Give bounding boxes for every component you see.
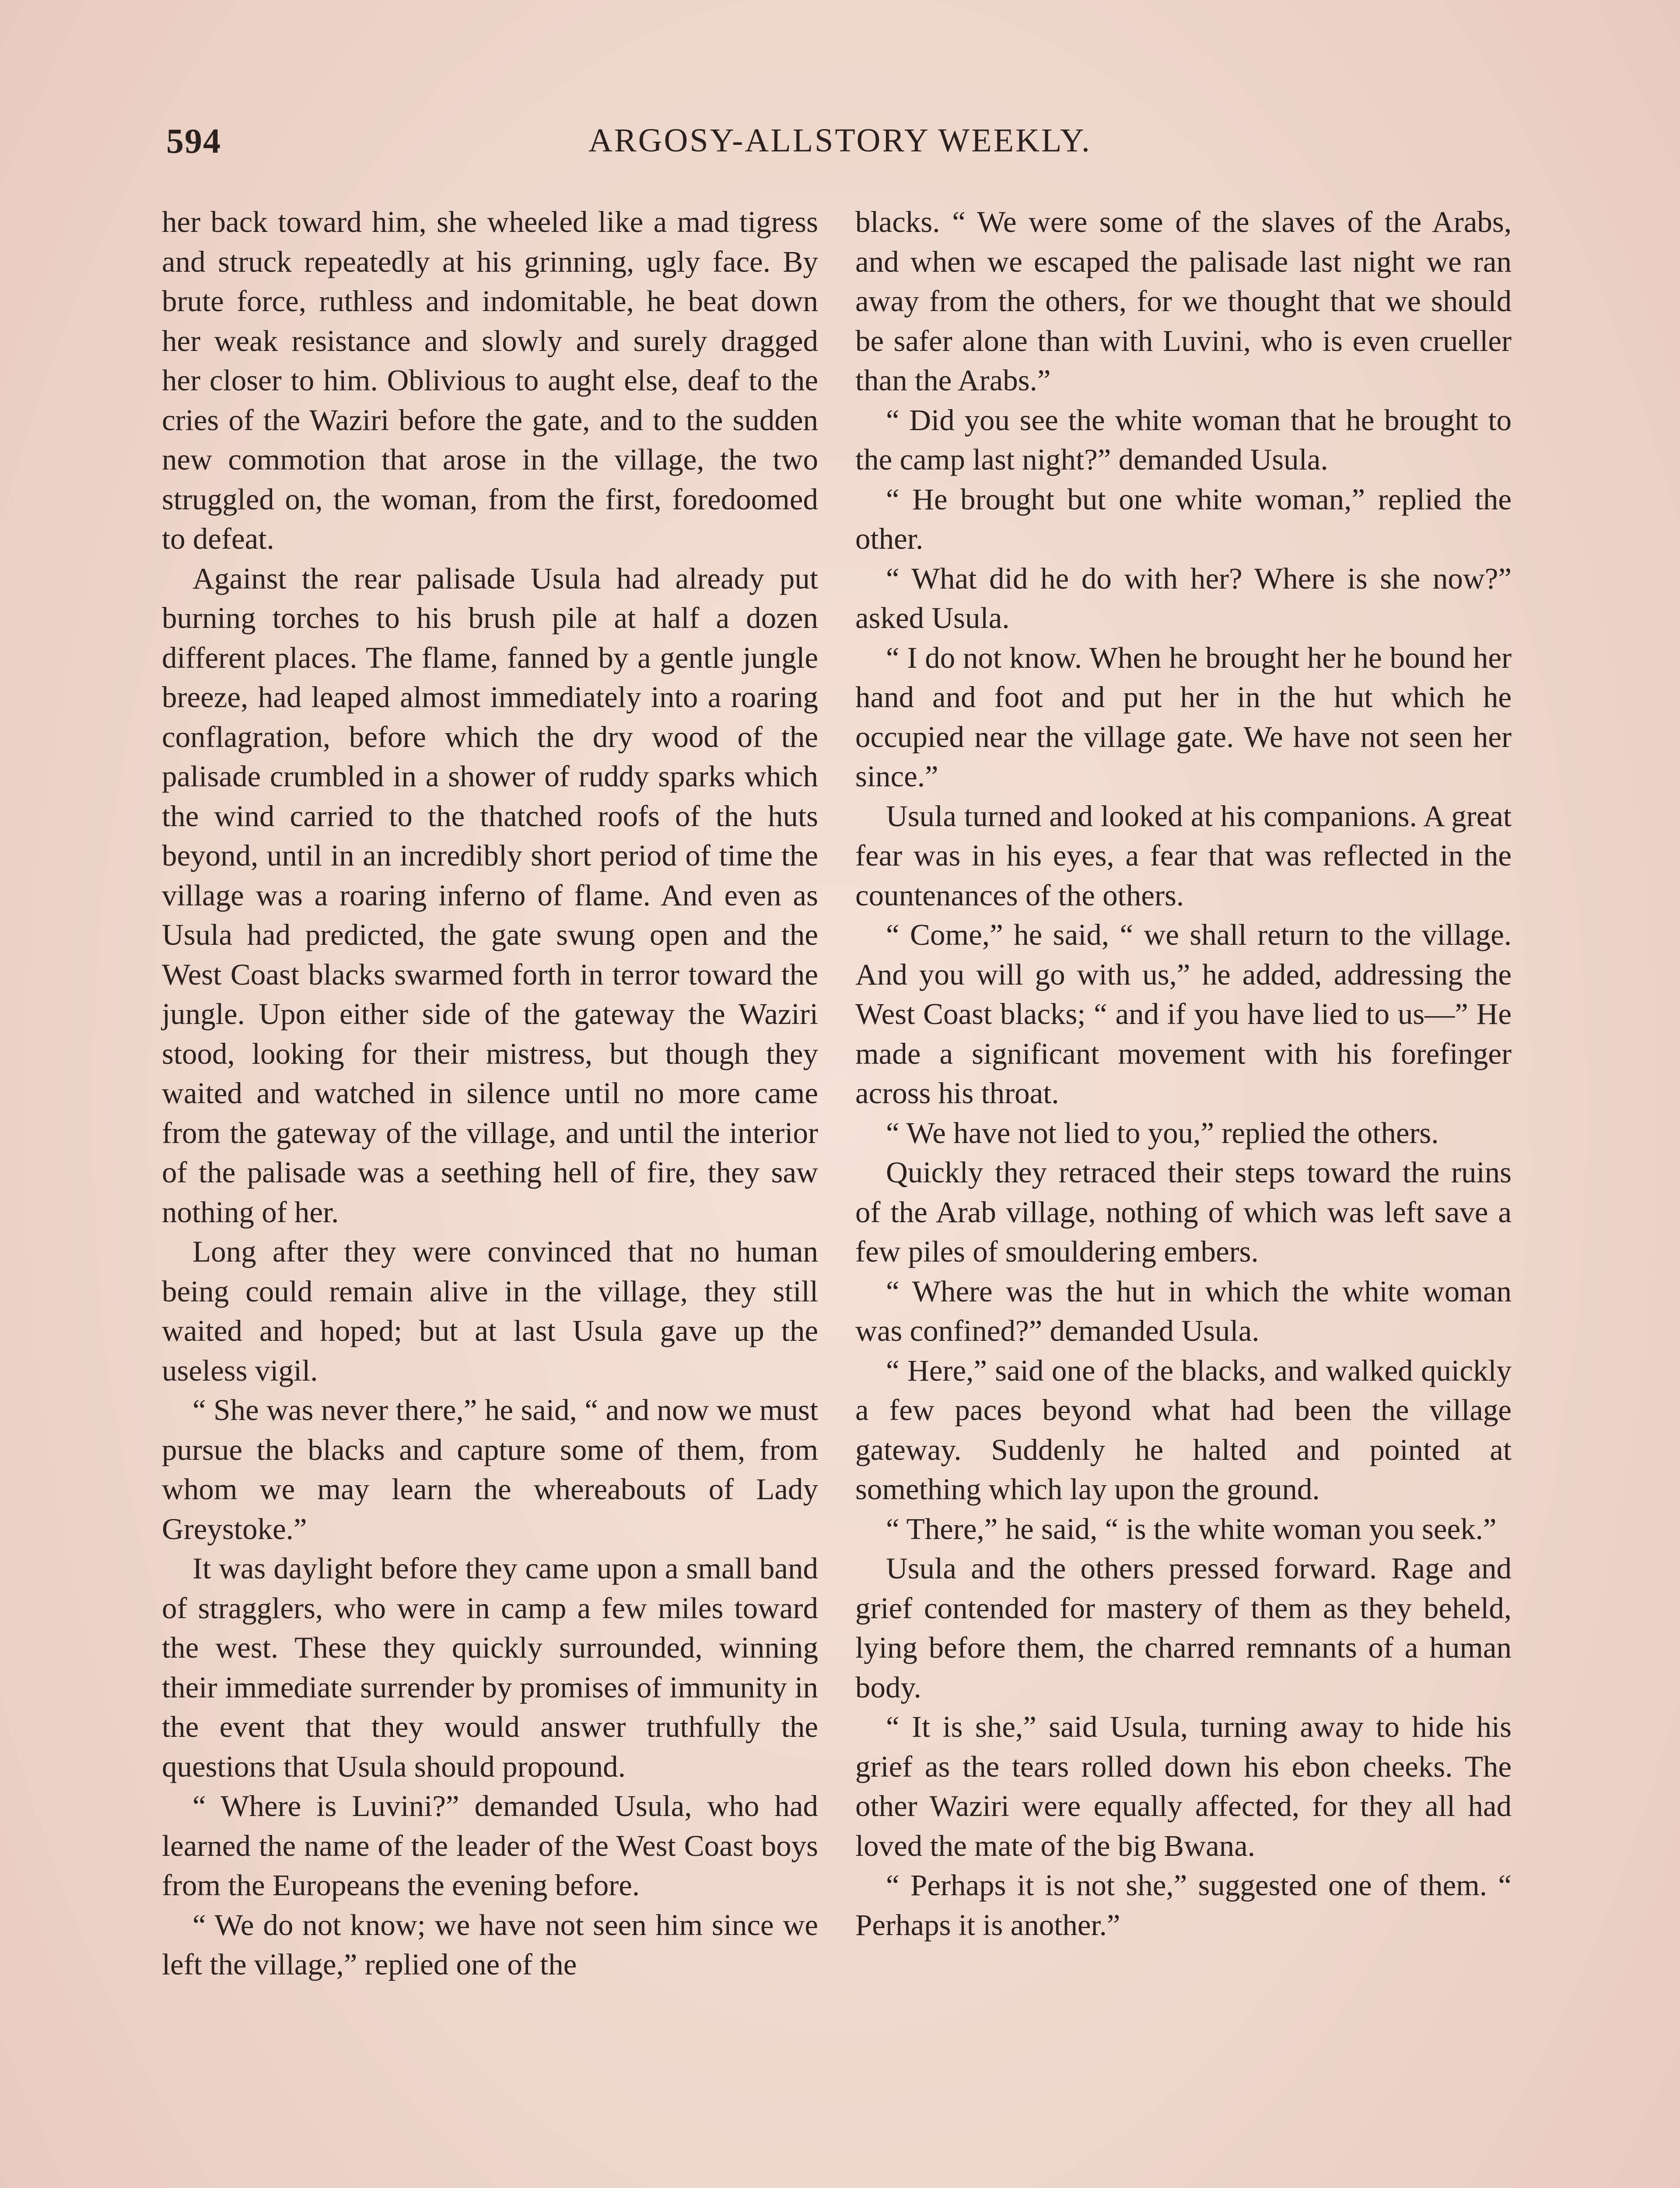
paragraph: “ It is she,” said Usula, turning away to hide his grief as the tears rolled down his ebon cheeks. The other Waziri were equally affected, for they all had loved the mate of the big Bwana. <box>855 1710 1512 1862</box>
paragraph: “ He brought but one white woman,” replied the other. <box>855 482 1512 555</box>
paragraph: It was daylight before they came upon a small band of stragglers, who were in camp a few miles toward the west. These they quickly surrounded, winning their immediate surrender by promises of immunity in the event that they would answer truthfully the questions that Usula should propound. <box>162 1552 818 1783</box>
paragraph: “ Perhaps it is not she,” suggested one of them. “ Perhaps it is another.” <box>855 1869 1512 1942</box>
paragraph: “ I do not know. When he brought her he bound her hand and foot and put her in the hut which he occupied near the village gate. We have not seen her since.” <box>855 641 1512 793</box>
paragraph: blacks. “ We were some of the slaves of the Arabs, and when we escaped the palisade last night we ran away from the others, for we thought that we should be safer alone than with Luvini, who is even crueller than the Arabs.” <box>855 205 1512 397</box>
paragraph: “ We have not lied to you,” replied the others. <box>886 1116 1439 1150</box>
paragraph: Usula and the others pressed forward. Rage and grief contended for mastery of them as they beheld, lying before them, the charred remnants of a human body. <box>855 1552 1512 1704</box>
left-column <box>162 202 818 1985</box>
page-number: 594 <box>166 122 221 161</box>
running-title: ARGOSY-ALLSTORY WEEKLY. <box>588 122 1092 159</box>
paragraph: “ Where was the hut in which the white woman was confined?” demanded Usula. <box>855 1274 1512 1347</box>
paragraph: “ She was never there,” he said, “ and now we must pursue the blacks and capture some of them, from whom we may learn the whereabouts of Lady Greystoke.” <box>162 1393 818 1546</box>
page-header <box>166 122 1514 174</box>
paragraph: “ There,” he said, “ is the white woman you seek.” <box>886 1512 1497 1546</box>
paragraph: Usula turned and looked at his companions. A great fear was in his eyes, a fear that was reflected in the countenances of the others. <box>855 799 1512 912</box>
right-column <box>855 202 1512 1945</box>
paragraph: “ We do not know; we have not seen him since we left the village,” replied one of the <box>162 1908 818 1981</box>
paragraph: Quickly they retraced their steps toward the ruins of the Arab village, nothing of which was left save a few piles of smouldering embers. <box>855 1156 1512 1268</box>
paragraph: “ Did you see the white woman that he brought to the camp last night?” demanded Usula. <box>855 403 1512 476</box>
paragraph: Long after they were convinced that no human being could remain alive in the village, they still waited and hoped; but at last Usula gave up the useless vigil. <box>162 1235 818 1387</box>
paragraph: Against the rear palisade Usula had already put burning torches to his brush pile at half a dozen different places. The flame, fanned by a gentle jungle breeze, had leaped almost immediately into a roaring conflagration, before which the dry wood of the palisade crumbled in a shower of ruddy sparks which the wind carried to the thatched roofs of the huts beyond, until in an incredibly short period of time the village was a roaring inferno of flame. And even as Usula had predicted, the gate swung open and the West Coast blacks swarmed forth in terror toward the jungle. Upon either side of the gateway the Waziri stood, looking for their mistress, but though they waited and watched in silence until no more came from the gateway of the village, and until the interior of the palisade was a seething hell of fire, they saw nothing of her. <box>162 561 818 1229</box>
paragraph: “ Where is Luvini?” demanded Usula, who had learned the name of the leader of the West Coast boys from the Europeans the evening before. <box>162 1789 818 1902</box>
paragraph: her back toward him, she wheeled like a mad tigress and struck repeatedly at his grinning, ugly face. By brute force, ruthless and indomitable, he beat down her weak resistance and slowly and surely dragged her closer to him. Oblivious to aught else, deaf to the cries of the Waziri before the gate, and to the sudden new commotion that arose in the village, the two struggled on, the woman, from the first, foredoomed to defeat. <box>162 205 818 555</box>
paragraph: “ Come,” he said, “ we shall return to the village. And you will go with us,” he added, addressing the West Coast blacks; “ and if you have lied to us—” He made a significant movement with his forefinger across his throat. <box>855 918 1512 1110</box>
paragraph: “ What did he do with her? Where is she now?” asked Usula. <box>855 561 1512 635</box>
paragraph: “ Here,” said one of the blacks, and walked quickly a few paces beyond what had been the village gateway. Suddenly he halted and pointed at something which lay upon the ground. <box>855 1353 1512 1506</box>
